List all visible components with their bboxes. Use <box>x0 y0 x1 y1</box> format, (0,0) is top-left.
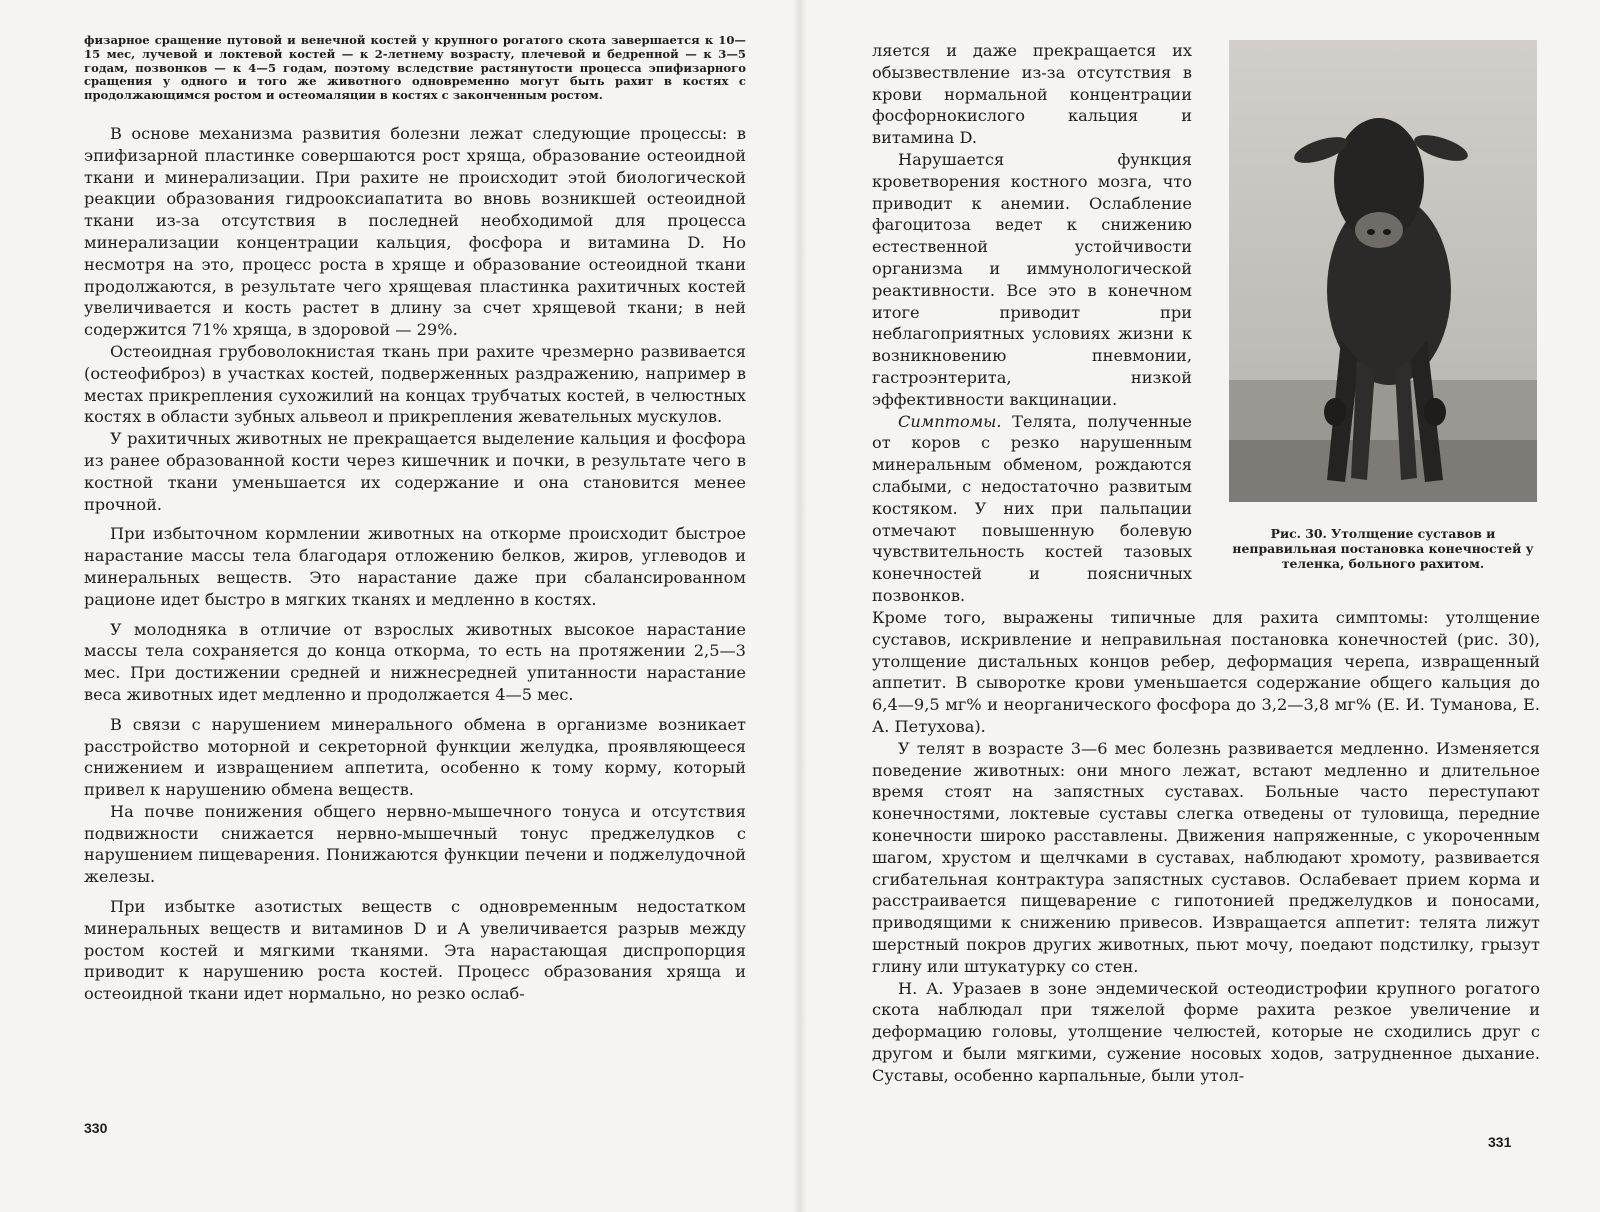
book-gutter <box>793 0 807 1212</box>
paragraph: Кроме того, выражены типичные для рахита симптомы: утолщение суставов, искривление и неправильная постановка конечностей (рис. 30), утолщение дистальных концов ребер, деформация черепа, извращенный аппетит. В сыворотке крови уменьшается содержание общего кальция до 6,4—9,5 мг% и неорганического фосфора до 3,2—3,8 мг% (Е. И. Туманова, Е. А. Петухова). <box>872 608 1540 736</box>
right-full-column <box>872 607 1540 1087</box>
calf-photo <box>1229 40 1537 502</box>
paragraph: При избыточном кормлении животных на откорме происходит быстрое нарастание массы тела благодаря отложению белков, жиров, углеводов и минеральных веществ. Это нарастание даже при сбалансированном рационе идет быстро в мягких тканях и медленно в костях. <box>84 524 746 609</box>
paragraph: Нарушается функция кроветворения костного мозга, что приводит к анемии. Ослабление фагоцитоза ведет к снижению естественной устойчивости организма и иммунологической реактивности. Все это в конечном итоге приводит при неблагоприятных условиях жизни к возникновению пневмонии, гастроэнтерита, низкой эффективности вакцинации. <box>872 149 1192 409</box>
paragraph: У молодняка в отличие от взрослых животных высокое нарастание массы тела сохраняется до конца откорма, то есть на протяжении 2,5—3 мес. При достижении средней и нижнесредней упитанности нарастание веса животных идет медленно и продолжается 4—5 мес. <box>84 619 746 704</box>
right-narrow-column <box>872 40 1192 607</box>
symptoms-text: Телята, полученные от коров с резко нарушенным минеральным обменом, рождаются слабыми, с недостаточно развитым костяком. У них при пальпации отмечают повышенную болевую чувствительность костей тазовых конечностей и поясничных позвонков. <box>872 411 1192 605</box>
paragraph: ляется и даже прекращается их обызвествление из-за отсутствия в крови нормальной концентрации фосфорнокислого кальция и витамина D. <box>872 41 1192 148</box>
paragraph: На почве понижения общего нервно-мышечного тонуса и отсутствия подвижности снижается нервно-мышечный тонус преджелудков с нарушением пищеварения. Понижаются функции печени и поджелудочной железы. <box>84 801 746 887</box>
page-number-right: 331 <box>1488 1134 1512 1150</box>
symptoms-heading: Симптомы. <box>898 411 1002 431</box>
calf-illustration <box>1229 40 1537 502</box>
paragraph: При избытке азотистых веществ с одновременным недостатком минеральных веществ и витаминов D и А увеличивается разрыв между ростом костей и мягкими тканями. Эта нарастающая диспропорция приводит к нарушению роста костей. Процесс образования хряща и остеоидной ткани идет нормально, но резко ослаб- <box>84 897 746 1004</box>
paragraph: У телят в возрасте 3—6 мес болезнь развивается медленно. Изменяется поведение животных: они много лежат, встают медленно и длительное время стоят на запястных суставах. Больные часто переступают конечностями, локтевые суставы слегка отведены от туловища, передние конечности широко расставлены. Движения напряженные, с укороченным шагом, хрустом и щелчками в суставах, наблюдают хромоту, развивается сгибательная контрактура запястных суставов. Ослабевает прием корма и расстраивается пищеварение с гипотонией преджелудков и поносами, приводящими к снижению привесов. Извращается аппетит: телята лижут шерстный покров других животных, пьют мочу, поедают подстилку, грызут глину или штукатурку со стен. <box>872 738 1540 976</box>
paragraph: В основе механизма развития болезни лежат следующие процессы: в эпифизарной пластинке совершаются рост хряща, образование остеоидной ткани и минерализации. При рахите не происходит этой биологической реакции образования гидрооксиапатита во вновь возникшей остеоидной ткани из-за отсутствия в последней необходимой для процесса минерализации концентрации кальция, фосфора и витамина D. Но несмотря на это, процесс роста в хряще и образование остеоидной ткани продолжаются, в результате чего хрящевая пластинка рахитичных костей увеличивается и кость растет в длину за счет хрящевой ткани; в ней содержится 71% хряща, в здоровой — 29%. <box>84 123 746 340</box>
left-text-column <box>84 34 746 1005</box>
paragraph: Н. А. Уразаев в зоне эндемической остеодистрофии крупного рогатого скота наблюдал при тяжелой форме рахита резкое увеличение и деформацию головы, утолщение челюстей, которые не сходились друг с другом и были мягкими, сужение носовых ходов, затрудненное дыхание. Суставы, особенно карпальные, были утол- <box>872 978 1540 1085</box>
page-number-left: 330 <box>84 1120 108 1136</box>
paragraph: У рахитичных животных не прекращается выделение кальция и фосфора из ранее образованной кости через кишечник и почки, в результате чего в костной ткани уменьшается их содержание и она становится менее прочной. <box>84 429 746 514</box>
symptoms-paragraph <box>872 411 1192 607</box>
figure-caption: Рис. 30. Утолщение суставов и неправильная постановка конечностей у теленка, больного рахитом. <box>1232 526 1534 571</box>
paragraph: Остеоидная грубоволокнистая ткань при рахите чрезмерно развивается (остеофиброз) в участках костей, подверженных раздражению, например в местах прикрепления сухожилий на концах трубчатых костей, в челюстных костях в области зубных альвеол и прикрепления жевательных мускулов. <box>84 341 746 427</box>
paragraph: В связи с нарушением минерального обмена в организме возникает расстройство моторной и секреторной функции желудка, проявляющееся снижением и извращением аппетита, особенно к тому корму, который привел к нарушению обмена веществ. <box>84 714 746 800</box>
intro-paragraph: физарное сращение путовой и венечной костей у крупного рогатого скота завершается к 10—15 мес, лучевой и локтевой костей — к 2-летнему возрасту, плечевой и бедренной — к 3—5 годам, позвонков — к 4—5 годам, поэтому вследствие растянутости процесса эпифизарного сращения у одного и того же животного одновременно могут быть рахит в костях с продолжающимся ростом и остеомаляции в костях с законченным ростом. <box>84 33 746 103</box>
